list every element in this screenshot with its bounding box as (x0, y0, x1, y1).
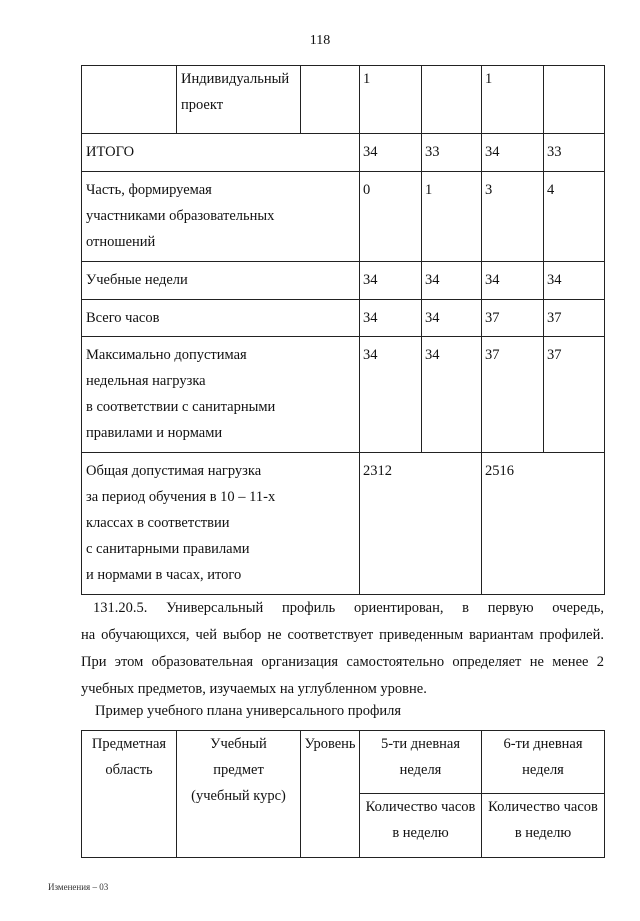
cell-line: за период обучения в 10 – 11-х (86, 489, 276, 505)
cell-line: в неделю (514, 825, 572, 841)
cell-line: в соответствии с санитарными (86, 399, 276, 415)
value-cell: 37 (482, 337, 544, 453)
header-subject (177, 731, 301, 858)
value-cell: 1 (360, 66, 422, 134)
paragraph-line: При этом образовательная организация самостоятельно определяет не менее 2 (81, 654, 604, 670)
cell-line: и нормами в часах, итого (86, 567, 242, 583)
table-cell (82, 66, 177, 134)
cell-line: предмет (213, 762, 264, 778)
cell-line: 5-ти дневная (380, 736, 461, 752)
value-cell: 0 (360, 172, 422, 262)
value-cell (544, 66, 605, 134)
value-cell: 1 (482, 66, 544, 134)
value-cell: 34 (482, 134, 544, 172)
cell-line: Количество часов (488, 799, 598, 815)
cell-line: участниками образовательных (86, 208, 275, 224)
cell-line: Часть, формируемая (86, 182, 212, 198)
table-row (82, 134, 605, 172)
paragraph-line: на обучающихся, чей выбор не соответствует приведенным вариантам профилей. (81, 627, 604, 643)
value-cell: 34 (544, 262, 605, 300)
table-row (82, 172, 605, 262)
row-label: Учебные недели (82, 262, 360, 300)
cell-line: классах в соответствии (86, 515, 230, 531)
curriculum-table-continued (81, 65, 605, 595)
cell-line: Индивидуальный (181, 71, 290, 87)
value-cell (422, 66, 482, 134)
table-caption: Пример учебного плана универсального профиля (95, 703, 402, 719)
table-row (82, 731, 605, 794)
header-hours-6 (482, 794, 605, 858)
value-cell: 34 (482, 262, 544, 300)
paragraph-universal-profile (81, 595, 604, 703)
level-cell (301, 66, 360, 134)
value-cell: 34 (422, 300, 482, 337)
table-row (82, 453, 605, 595)
value-cell: 37 (544, 300, 605, 337)
paragraph-line: учебных предметов, изучаемых на углубленном уровне. (81, 681, 427, 697)
header-6-day-week (482, 731, 605, 794)
cell-line: с санитарными правилами (86, 541, 250, 557)
cell-line: 6-ти дневная (503, 736, 583, 752)
value-cell: 2312 (360, 453, 482, 595)
row-label (82, 172, 360, 262)
cell-line: проект (181, 97, 224, 113)
value-cell: 37 (544, 337, 605, 453)
row-label: ИТОГО (82, 134, 360, 172)
page-number: 118 (309, 33, 331, 48)
footer-revision: Изменения – 03 (48, 882, 109, 892)
value-cell: 33 (422, 134, 482, 172)
value-cell: 34 (360, 300, 422, 337)
cell-line: в неделю (392, 825, 449, 841)
value-cell: 34 (360, 262, 422, 300)
value-cell: 1 (422, 172, 482, 262)
value-cell: 4 (544, 172, 605, 262)
header-hours-5 (360, 794, 482, 858)
row-label (82, 453, 360, 595)
value-cell: 3 (482, 172, 544, 262)
cell-line: Общая допустимая нагрузка (86, 463, 262, 479)
cell-line: отношений (86, 234, 156, 250)
header-level: Уровень (301, 731, 360, 858)
value-cell: 2516 (482, 453, 605, 595)
value-cell: 34 (422, 337, 482, 453)
row-label (82, 337, 360, 453)
value-cell: 33 (544, 134, 605, 172)
cell-line: неделя (399, 762, 442, 778)
cell-line: правилами и нормами (86, 425, 223, 441)
cell-line: Учебный (210, 736, 267, 752)
cell-line: Количество часов (365, 799, 476, 815)
value-cell: 37 (482, 300, 544, 337)
cell-line: Предметная (91, 736, 167, 752)
value-cell: 34 (360, 337, 422, 453)
value-cell: 34 (422, 262, 482, 300)
table-row (82, 66, 605, 134)
universal-profile-table (81, 730, 605, 858)
table-row (82, 300, 605, 337)
table-row (82, 262, 605, 300)
paragraph-line: 131.20.5. Универсальный профиль ориентирован, в первую очередь, (93, 600, 604, 616)
cell-line: неделя (522, 762, 564, 778)
subject-cell (177, 66, 301, 134)
row-label: Всего часов (82, 300, 360, 337)
cell-line: Максимально допустимая (86, 347, 247, 363)
header-5-day-week (360, 731, 482, 794)
cell-line: (учебный курс) (191, 788, 286, 804)
cell-line: недельная нагрузка (86, 373, 206, 389)
cell-line: область (105, 762, 153, 778)
table-row (82, 337, 605, 453)
value-cell: 34 (360, 134, 422, 172)
header-subject-area (82, 731, 177, 858)
